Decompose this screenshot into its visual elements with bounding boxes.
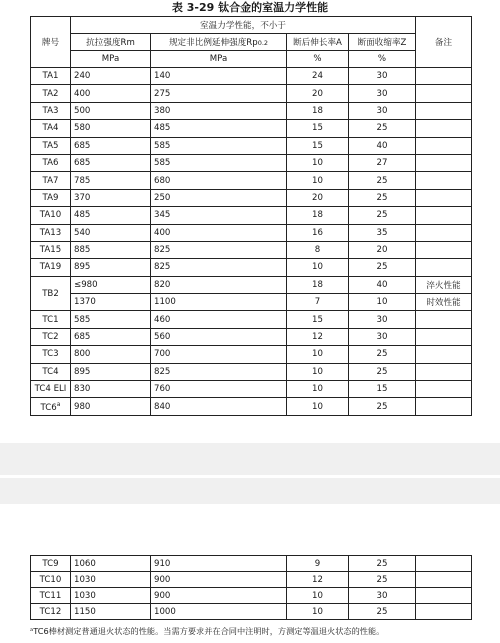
header-yield-unit: MPa: [151, 51, 287, 68]
cell-rp: 825: [151, 241, 287, 258]
cell-rm: 1370: [71, 294, 151, 311]
cell-z: 10: [349, 294, 416, 311]
cell-rm: 485: [71, 207, 151, 224]
cell-z: 20: [349, 241, 416, 258]
cell-rm: 580: [71, 120, 151, 137]
cell-rp: 380: [151, 102, 287, 119]
header-elongation: 断后伸长率A: [287, 34, 349, 51]
cell-z: 30: [349, 311, 416, 328]
cell-rp: 250: [151, 189, 287, 206]
table-row: [31, 102, 472, 119]
cell-note: [416, 328, 472, 345]
cell-a: 12: [287, 328, 349, 345]
cell-z: 30: [349, 588, 416, 604]
footnote-marker: a: [56, 400, 61, 408]
table-body: [31, 68, 472, 416]
header-yield-subscript: 0.2: [257, 39, 269, 47]
cell-note: [416, 241, 472, 258]
cell-z: 25: [349, 189, 416, 206]
cell-rm: 685: [71, 154, 151, 171]
cell-a: 15: [287, 311, 349, 328]
cell-rp: 900: [151, 588, 287, 604]
cell-note: [416, 259, 472, 276]
cell-a: 10: [287, 398, 349, 415]
cell-grade: TA4: [31, 120, 71, 137]
table-row: [31, 294, 472, 311]
table-row: [31, 328, 472, 345]
cell-z: 40: [349, 137, 416, 154]
cell-grade: [31, 398, 71, 415]
header-tensile: 抗拉强度Rm: [71, 34, 151, 51]
cell-note: [416, 572, 472, 588]
table-row: [31, 588, 472, 604]
table-row: [31, 207, 472, 224]
cell-note: [416, 398, 472, 415]
cell-note: [416, 363, 472, 380]
cell-a: 18: [287, 102, 349, 119]
cell-note: [416, 85, 472, 102]
cell-grade: TA5: [31, 137, 71, 154]
cell-rm: 885: [71, 241, 151, 258]
header-elongation-unit: %: [287, 51, 349, 68]
cell-note: 时效性能: [416, 294, 472, 311]
cell-rm: 895: [71, 363, 151, 380]
cell-grade: TC4: [31, 363, 71, 380]
cell-a: 10: [287, 604, 349, 620]
table-row: [31, 137, 472, 154]
cell-note: [416, 172, 472, 189]
cell-z: 25: [349, 604, 416, 620]
cell-z: 25: [349, 259, 416, 276]
table-row: [31, 346, 472, 363]
cell-note: [416, 381, 472, 398]
cell-z: 30: [349, 102, 416, 119]
cell-grade: TC3: [31, 346, 71, 363]
cell-grade: TA1: [31, 68, 71, 85]
cell-z: 25: [349, 572, 416, 588]
cell-a: 12: [287, 572, 349, 588]
cell-note: [416, 588, 472, 604]
cell-grade: TB2: [31, 276, 71, 311]
cell-a: 9: [287, 556, 349, 572]
cell-rp: 400: [151, 224, 287, 241]
cell-rp: 560: [151, 328, 287, 345]
cell-z: 25: [349, 398, 416, 415]
table-row: [31, 68, 472, 85]
table-row: [31, 259, 472, 276]
cell-rm: 1150: [71, 604, 151, 620]
cell-grade: TC10: [31, 572, 71, 588]
header-yield-text: 规定非比例延伸强度Rp: [168, 38, 258, 48]
cell-rm: 500: [71, 102, 151, 119]
cell-z: 25: [349, 120, 416, 137]
cell-a: 10: [287, 172, 349, 189]
cell-a: 7: [287, 294, 349, 311]
cell-grade: TA3: [31, 102, 71, 119]
cell-grade: TC4 ELI: [31, 381, 71, 398]
cell-grade: TA15: [31, 241, 71, 258]
header-yield: [151, 34, 287, 51]
cell-z: 25: [349, 207, 416, 224]
table-row: [31, 85, 472, 102]
header-tensile-unit: MPa: [71, 51, 151, 68]
cell-rp: 825: [151, 259, 287, 276]
cell-rp: 1000: [151, 604, 287, 620]
cell-a: 24: [287, 68, 349, 85]
cell-a: 15: [287, 120, 349, 137]
cell-a: 10: [287, 363, 349, 380]
page-gap-upper: [0, 443, 500, 475]
cell-rm: 585: [71, 311, 151, 328]
cell-rm: 540: [71, 224, 151, 241]
cell-note: [416, 189, 472, 206]
cell-grade: TA13: [31, 224, 71, 241]
cell-rm: 1060: [71, 556, 151, 572]
cell-note: [416, 346, 472, 363]
cell-note: [416, 311, 472, 328]
cell-z: 30: [349, 328, 416, 345]
cell-z: 25: [349, 363, 416, 380]
table-row: [31, 381, 472, 398]
cell-rm: ≤980: [71, 276, 151, 293]
table-row: [31, 189, 472, 206]
table-row: [31, 556, 472, 572]
cell-grade: TC1: [31, 311, 71, 328]
cell-a: 10: [287, 259, 349, 276]
cell-grade: TC12: [31, 604, 71, 620]
cell-grade: TC2: [31, 328, 71, 345]
cell-rp: 1100: [151, 294, 287, 311]
cell-grade: TA9: [31, 189, 71, 206]
cell-note: [416, 68, 472, 85]
cell-z: 30: [349, 85, 416, 102]
header-grade: 牌号: [31, 17, 71, 68]
cell-rp: 840: [151, 398, 287, 415]
cell-a: 20: [287, 85, 349, 102]
cell-rp: 680: [151, 172, 287, 189]
cell-a: 10: [287, 346, 349, 363]
table-row: [31, 276, 472, 293]
cell-rm: 685: [71, 328, 151, 345]
cell-a: 10: [287, 381, 349, 398]
table-row: [31, 172, 472, 189]
cell-rp: 910: [151, 556, 287, 572]
cell-z: 27: [349, 154, 416, 171]
cell-rp: 585: [151, 154, 287, 171]
cell-z: 35: [349, 224, 416, 241]
cell-grade: TA6: [31, 154, 71, 171]
cell-rm: 1030: [71, 588, 151, 604]
cell-rp: 140: [151, 68, 287, 85]
cell-rp: 760: [151, 381, 287, 398]
cell-a: 15: [287, 137, 349, 154]
cell-rm: 1030: [71, 572, 151, 588]
cell-a: 20: [287, 189, 349, 206]
cell-note: [416, 154, 472, 171]
cell-rp: 820: [151, 276, 287, 293]
properties-table: [30, 16, 472, 416]
table-row: [31, 572, 472, 588]
cell-rm: 830: [71, 381, 151, 398]
cell-z: 25: [349, 556, 416, 572]
header-remark: 备注: [416, 17, 472, 68]
table-row: [31, 604, 472, 620]
cell-note: 淬火性能: [416, 276, 472, 293]
cell-rp: 825: [151, 363, 287, 380]
properties-table-continued: [30, 555, 472, 620]
cell-a: 18: [287, 207, 349, 224]
header-reduction-unit: %: [349, 51, 416, 68]
header-group: 室温力学性能，不小于: [71, 17, 416, 34]
cell-grade-text: TC6: [40, 402, 57, 413]
cell-a: 10: [287, 588, 349, 604]
cell-note: [416, 556, 472, 572]
cell-rm: 980: [71, 398, 151, 415]
cell-z: 15: [349, 381, 416, 398]
cell-rp: 275: [151, 85, 287, 102]
cell-grade: TC9: [31, 556, 71, 572]
cell-rm: 400: [71, 85, 151, 102]
cell-note: [416, 224, 472, 241]
cell-rm: 785: [71, 172, 151, 189]
cell-rp: 585: [151, 137, 287, 154]
cell-z: 40: [349, 276, 416, 293]
table-footnote: ᵃTC6棒材测定普通退火状态的性能。当需方要求并在合同中注明时，方测定等温退火状态的性能。: [30, 626, 385, 636]
cell-z: 25: [349, 346, 416, 363]
cell-rm: 895: [71, 259, 151, 276]
cell-rm: 685: [71, 137, 151, 154]
cell-grade: TA19: [31, 259, 71, 276]
cell-a: 16: [287, 224, 349, 241]
cell-grade: TA7: [31, 172, 71, 189]
header-reduction: 断面收缩率Z: [349, 34, 416, 51]
cell-z: 30: [349, 68, 416, 85]
table-row: [31, 311, 472, 328]
cell-note: [416, 102, 472, 119]
cell-rp: 345: [151, 207, 287, 224]
cell-a: 10: [287, 154, 349, 171]
cell-a: 8: [287, 241, 349, 258]
cell-note: [416, 604, 472, 620]
table-row: [31, 363, 472, 380]
cell-note: [416, 120, 472, 137]
table-row: [31, 154, 472, 171]
cell-rm: 800: [71, 346, 151, 363]
table-body-continued: [31, 556, 472, 620]
cell-note: [416, 207, 472, 224]
cell-grade: TA10: [31, 207, 71, 224]
table-row: [31, 120, 472, 137]
cell-rm: 370: [71, 189, 151, 206]
cell-rm: 240: [71, 68, 151, 85]
table-title: 表 3-29 钛合金的室温力学性能: [171, 1, 329, 14]
table-row: [31, 241, 472, 258]
cell-rp: 900: [151, 572, 287, 588]
cell-rp: 700: [151, 346, 287, 363]
table-row: [31, 224, 472, 241]
cell-note: [416, 137, 472, 154]
cell-rp: 485: [151, 120, 287, 137]
table-row: [31, 398, 472, 415]
cell-z: 25: [349, 172, 416, 189]
page-gap-lower: [0, 478, 500, 504]
cell-grade: TC11: [31, 588, 71, 604]
cell-rp: 460: [151, 311, 287, 328]
cell-a: 18: [287, 276, 349, 293]
cell-grade: TA2: [31, 85, 71, 102]
